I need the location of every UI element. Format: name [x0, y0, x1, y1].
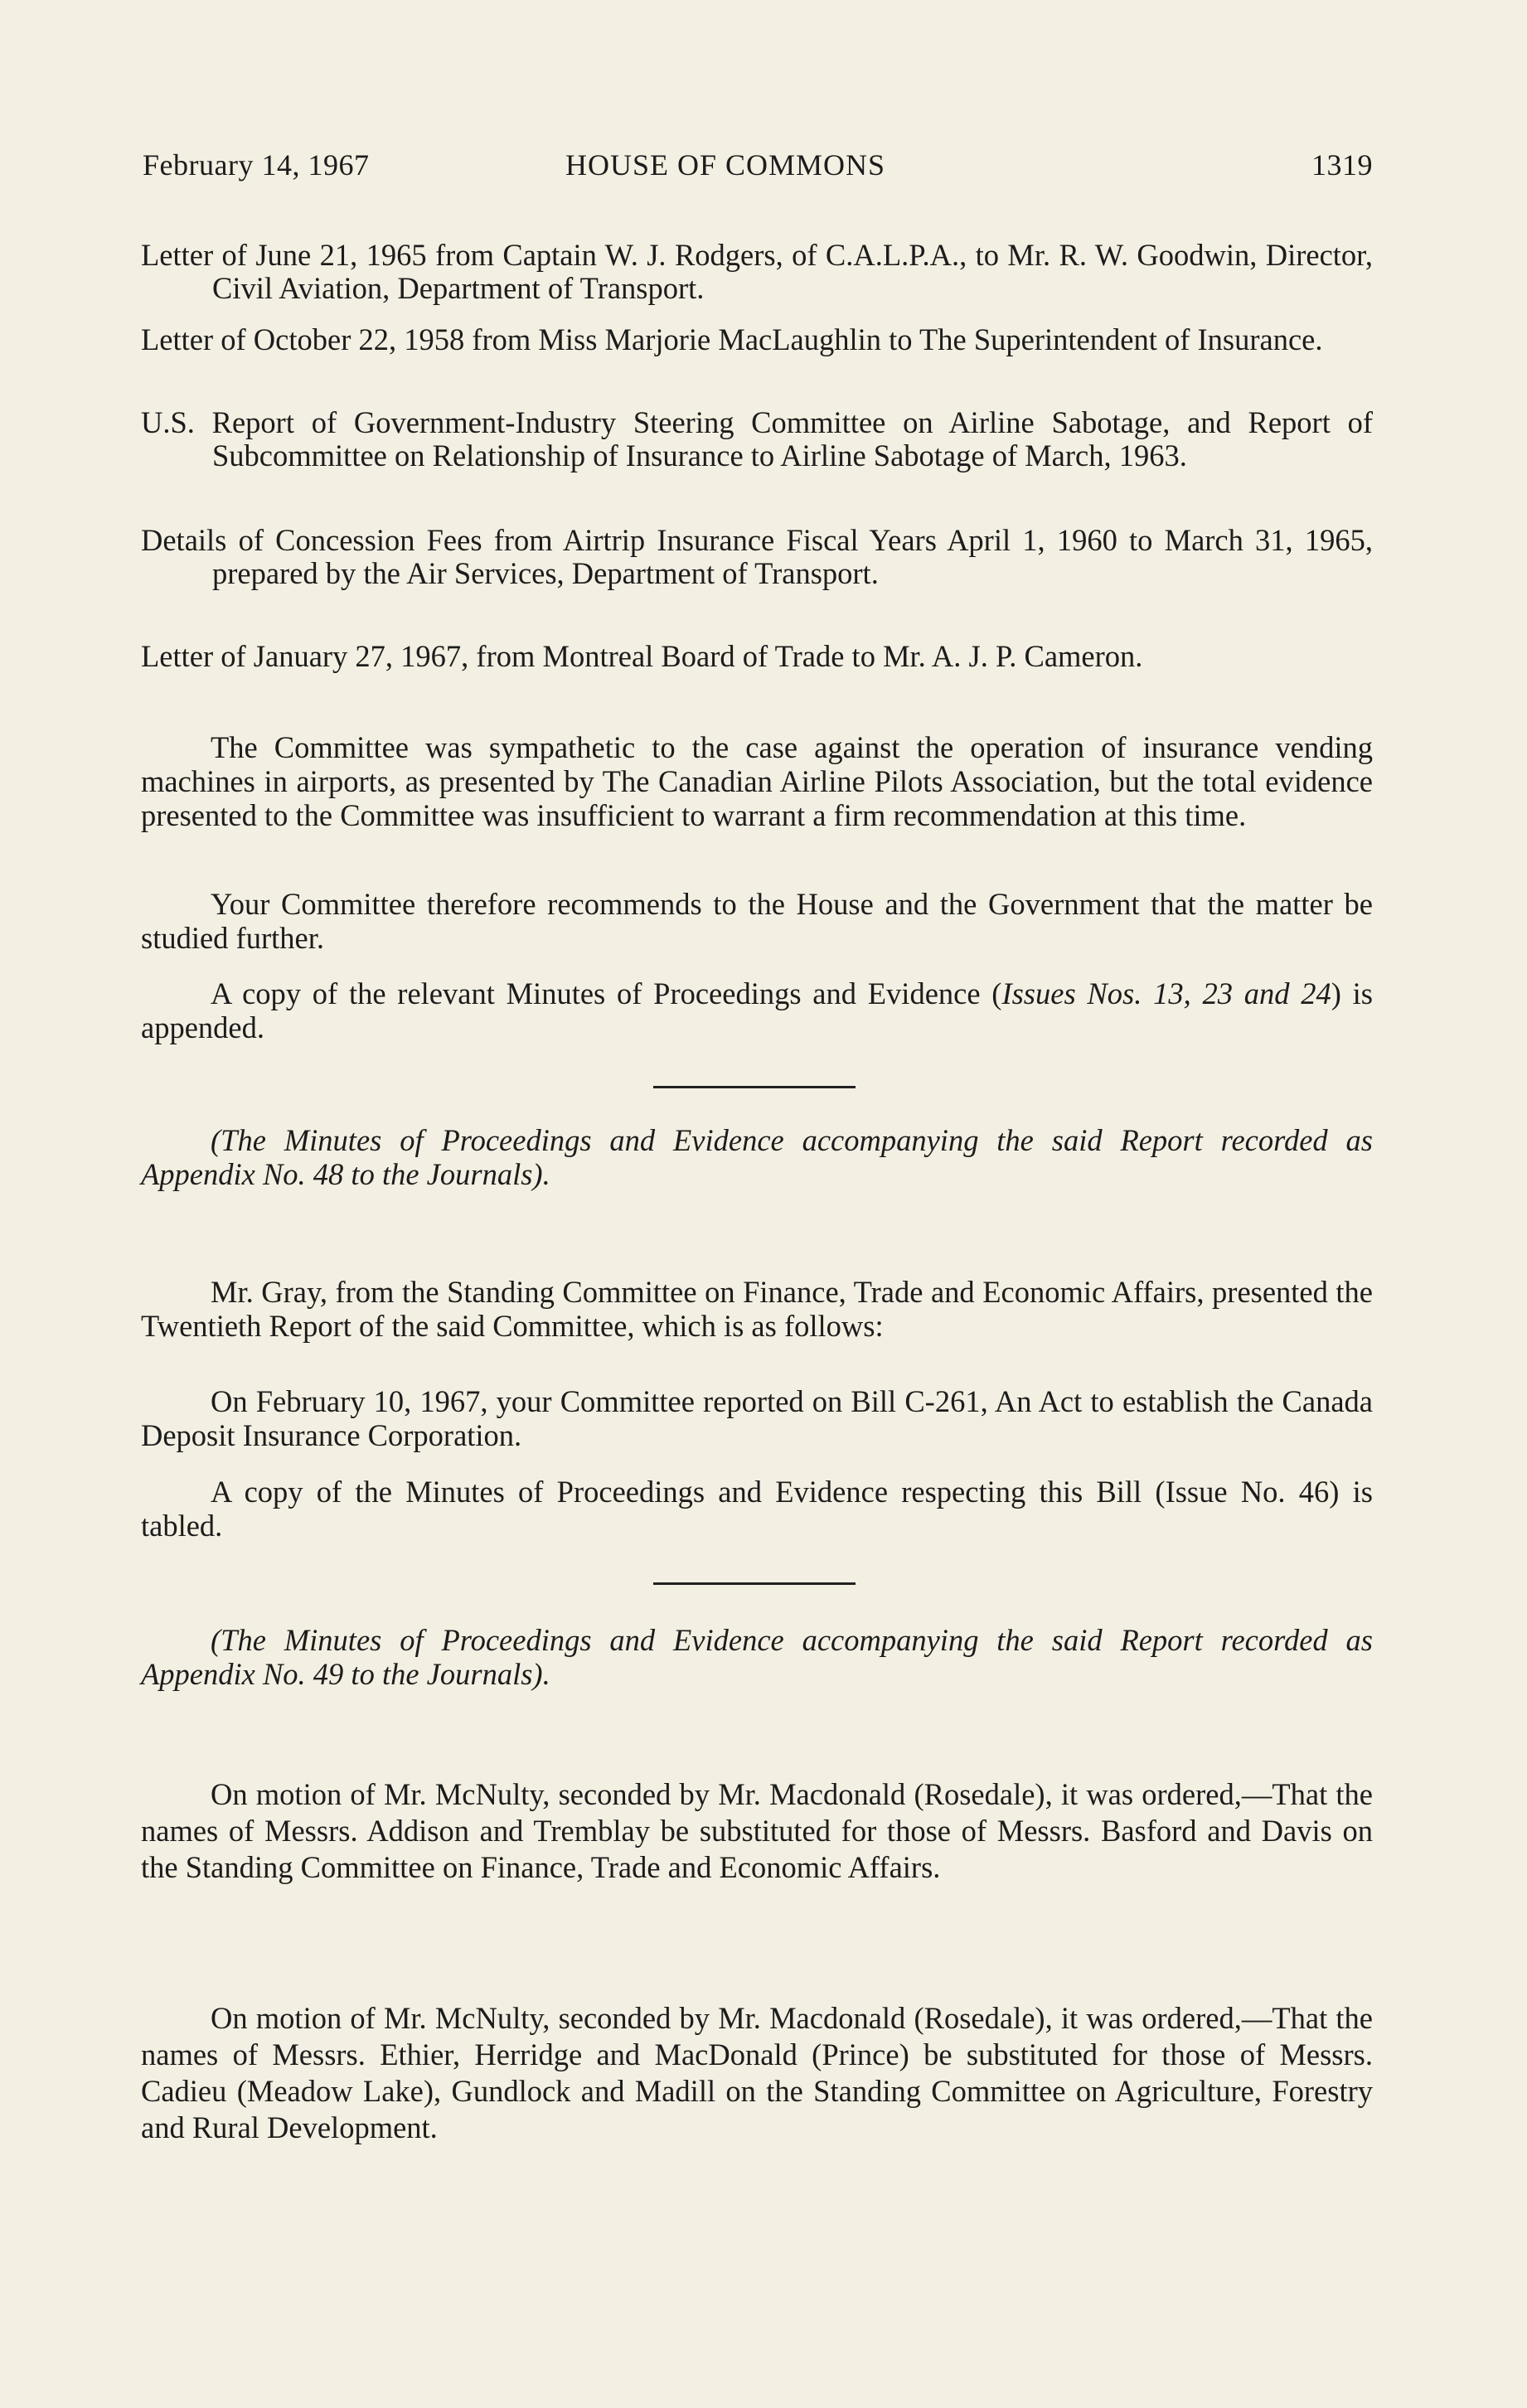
paragraph-copy-tabled: A copy of the Minutes of Proceedings and Evidence respecting this Bill (Issue No. 46) is tabled. — [141, 1475, 1373, 1543]
paragraph-copy-appended — [141, 976, 1373, 1044]
page-number: 1319 — [1311, 148, 1373, 182]
paragraph-committee-recommends: Your Committee therefore recommends to the House and the Government that the matter be studied further. — [141, 887, 1373, 955]
section-divider — [653, 1582, 856, 1585]
copy-appended-issues: Issues Nos. 13, 23 and 24 — [1001, 976, 1331, 1010]
paragraph-appendix-49: (The Minutes of Proceedings and Evidence accompanying the said Report recorded as Appendix No. 49 to the Journals). — [141, 1623, 1373, 1691]
document-item-maclaughlin-letter: Letter of October 22, 1958 from Miss Marjorie MacLaughlin to The Superintendent of Insurance. — [141, 322, 1323, 356]
paragraph-motion-agriculture: On motion of Mr. McNulty, seconded by Mr. Macdonald (Rosedale), it was ordered,—That the names of Messrs. Ethier, Herridge and MacDonald (Prince) be substituted for those of Messrs. Cadieu (Meadow Lake), Gundlock and Madill on the Standing Committee on Agriculture, Forestry and Rural Development. — [141, 2001, 1373, 2144]
paragraph-committee-sympathetic: The Committee was sympathetic to the case against the operation of insurance vending machines in airports, as presented by The Canadian Airline Pilots Association, but the total evidence presented to the Committee was insufficient to warrant a firm recommendation at this time. — [141, 730, 1373, 832]
copy-appended-suffix: ) is appended. — [141, 976, 1374, 1044]
document-item-concession-fees: Details of Concession Fees from Airtrip Insurance Fiscal Years April 1, 1960 to March 31, 1965, prepared by the Air Services, Department of Transport. — [141, 523, 1373, 590]
section-divider — [653, 1086, 856, 1088]
document-item-us-report: U.S. Report of Government-Industry Steering Committee on Airline Sabotage, and Report of Subcommittee on Relationship of Insurance to Airline Sabotage of March, 1963. — [141, 405, 1373, 472]
paragraph-gray-report: Mr. Gray, from the Standing Committee on Finance, Trade and Economic Affairs, presented the Twentieth Report of the said Committee, which is as follows: — [141, 1275, 1373, 1343]
copy-appended-prefix: A copy of the relevant Minutes of Proceedings and Evidence ( — [211, 976, 1002, 1010]
document-item-montreal-letter: Letter of January 27, 1967, from Montreal Board of Trade to Mr. A. J. P. Cameron. — [141, 639, 1143, 673]
header-date: February 14, 1967 — [143, 148, 370, 182]
paragraph-appendix-48: (The Minutes of Proceedings and Evidence accompanying the said Report recorded as Appendix No. 48 to the Journals). — [141, 1123, 1373, 1191]
header-title: HOUSE OF COMMONS — [565, 148, 886, 182]
page-header — [143, 148, 1373, 189]
document-item-rodgers-letter: Letter of June 21, 1965 from Captain W. J. Rodgers, of C.A.L.P.A., to Mr. R. W. Goodwin, Director, Civil Aviation, Department of Transport. — [141, 238, 1373, 305]
paragraph-motion-finance: On motion of Mr. McNulty, seconded by Mr. Macdonald (Rosedale), it was ordered,—That the names of Messrs. Addison and Tremblay be substituted for those of Messrs. Basford and Davis on the Standing Committee on Finance, Trade and Economic Affairs. — [141, 1777, 1373, 1884]
paragraph-bill-c261: On February 10, 1967, your Committee reported on Bill C-261, An Act to establish the Canada Deposit Insurance Corporation. — [141, 1384, 1373, 1452]
